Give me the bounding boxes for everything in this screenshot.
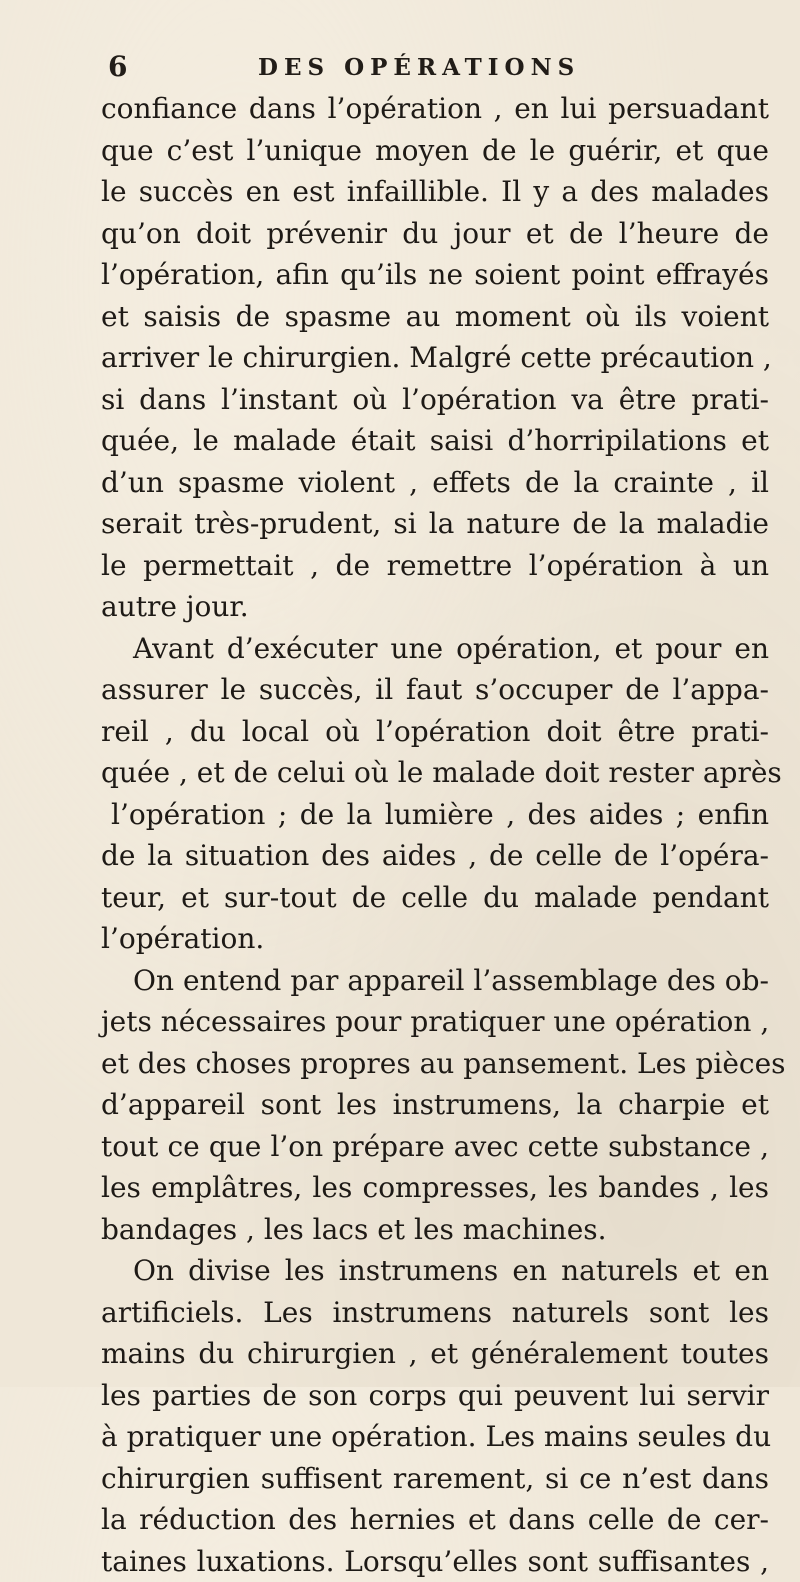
text-line: chirurgien suffisent rarement, si ce n’est dans — [101, 1458, 769, 1500]
text-line: assurer le succès, il faut s’occuper de l’appa- — [101, 669, 769, 711]
text-line: et saisis de spasme au moment où ils voient — [101, 296, 769, 338]
text-line: artificiels. Les instrumens naturels sont les — [101, 1292, 769, 1334]
text-line: bandages , les lacs et les machines. — [101, 1209, 769, 1251]
text-line: autre jour. — [101, 586, 769, 628]
text-line: quée, le malade était saisi d’horripilations et — [101, 420, 769, 462]
text-line: d’un spasme violent , effets de la crainte , il — [101, 462, 769, 504]
text-line: On entend par appareil l’assemblage des ob- — [101, 960, 769, 1002]
text-line: quée , et de celui où le malade doit rester après — [101, 752, 769, 794]
text-line: les emplâtres, les compresses, les bandes , les — [101, 1167, 769, 1209]
text-line: et des choses propres au pansement. Les pièces — [101, 1043, 769, 1085]
text-line: le permettait , de remettre l’opération à un — [101, 545, 769, 587]
text-line: si dans l’instant où l’opération va être prati- — [101, 379, 769, 421]
text-line: jets nécessaires pour pratiquer une opération , — [101, 1001, 769, 1043]
running-head: DES OPÉRATIONS — [258, 54, 580, 81]
text-line: de la situation des aides , de celle de l’opéra- — [101, 835, 769, 877]
text-line: l’opération, afin qu’ils ne soient point effrayés — [101, 254, 769, 296]
page-number: 6 — [108, 50, 127, 83]
text-line: taines luxations. Lorsqu’elles sont suffisantes , — [101, 1541, 769, 1582]
text-line: l’opération. — [101, 918, 769, 960]
text-line: mains du chirurgien , et généralement toutes — [101, 1333, 769, 1375]
text-line: la réduction des hernies et dans celle de cer- — [101, 1499, 769, 1541]
text-line: tout ce que l’on prépare avec cette substance , — [101, 1126, 769, 1168]
text-line: les parties de son corps qui peuvent lui servir — [101, 1375, 769, 1417]
page-header — [0, 38, 800, 84]
text-line: qu’on doit prévenir du jour et de l’heure de — [101, 213, 769, 255]
text-line: que c’est l’unique moyen de le guérir, et que — [101, 130, 769, 172]
text-line: Avant d’exécuter une opération, et pour en — [101, 628, 769, 670]
text-line: reil , du local où l’opération doit être prati- — [101, 711, 769, 753]
text-line: l’opération ; de la lumière , des aides ; enfin — [101, 794, 769, 836]
text-line: arriver le chirurgien. Malgré cette précaution , — [101, 337, 769, 379]
text-line: serait très-prudent, si la nature de la maladie — [101, 503, 769, 545]
text-line: teur, et sur-tout de celle du malade pendant — [101, 877, 769, 919]
text-line: le succès en est infaillible. Il y a des malades — [101, 171, 769, 213]
text-line: confiance dans l’opération , en lui persuadant — [101, 88, 769, 130]
body-text — [101, 88, 769, 1582]
text-line: On divise les instrumens en naturels et en — [101, 1250, 769, 1292]
text-line: d’appareil sont les instrumens, la charpie et — [101, 1084, 769, 1126]
text-line: à pratiquer une opération. Les mains seules du — [101, 1416, 769, 1458]
